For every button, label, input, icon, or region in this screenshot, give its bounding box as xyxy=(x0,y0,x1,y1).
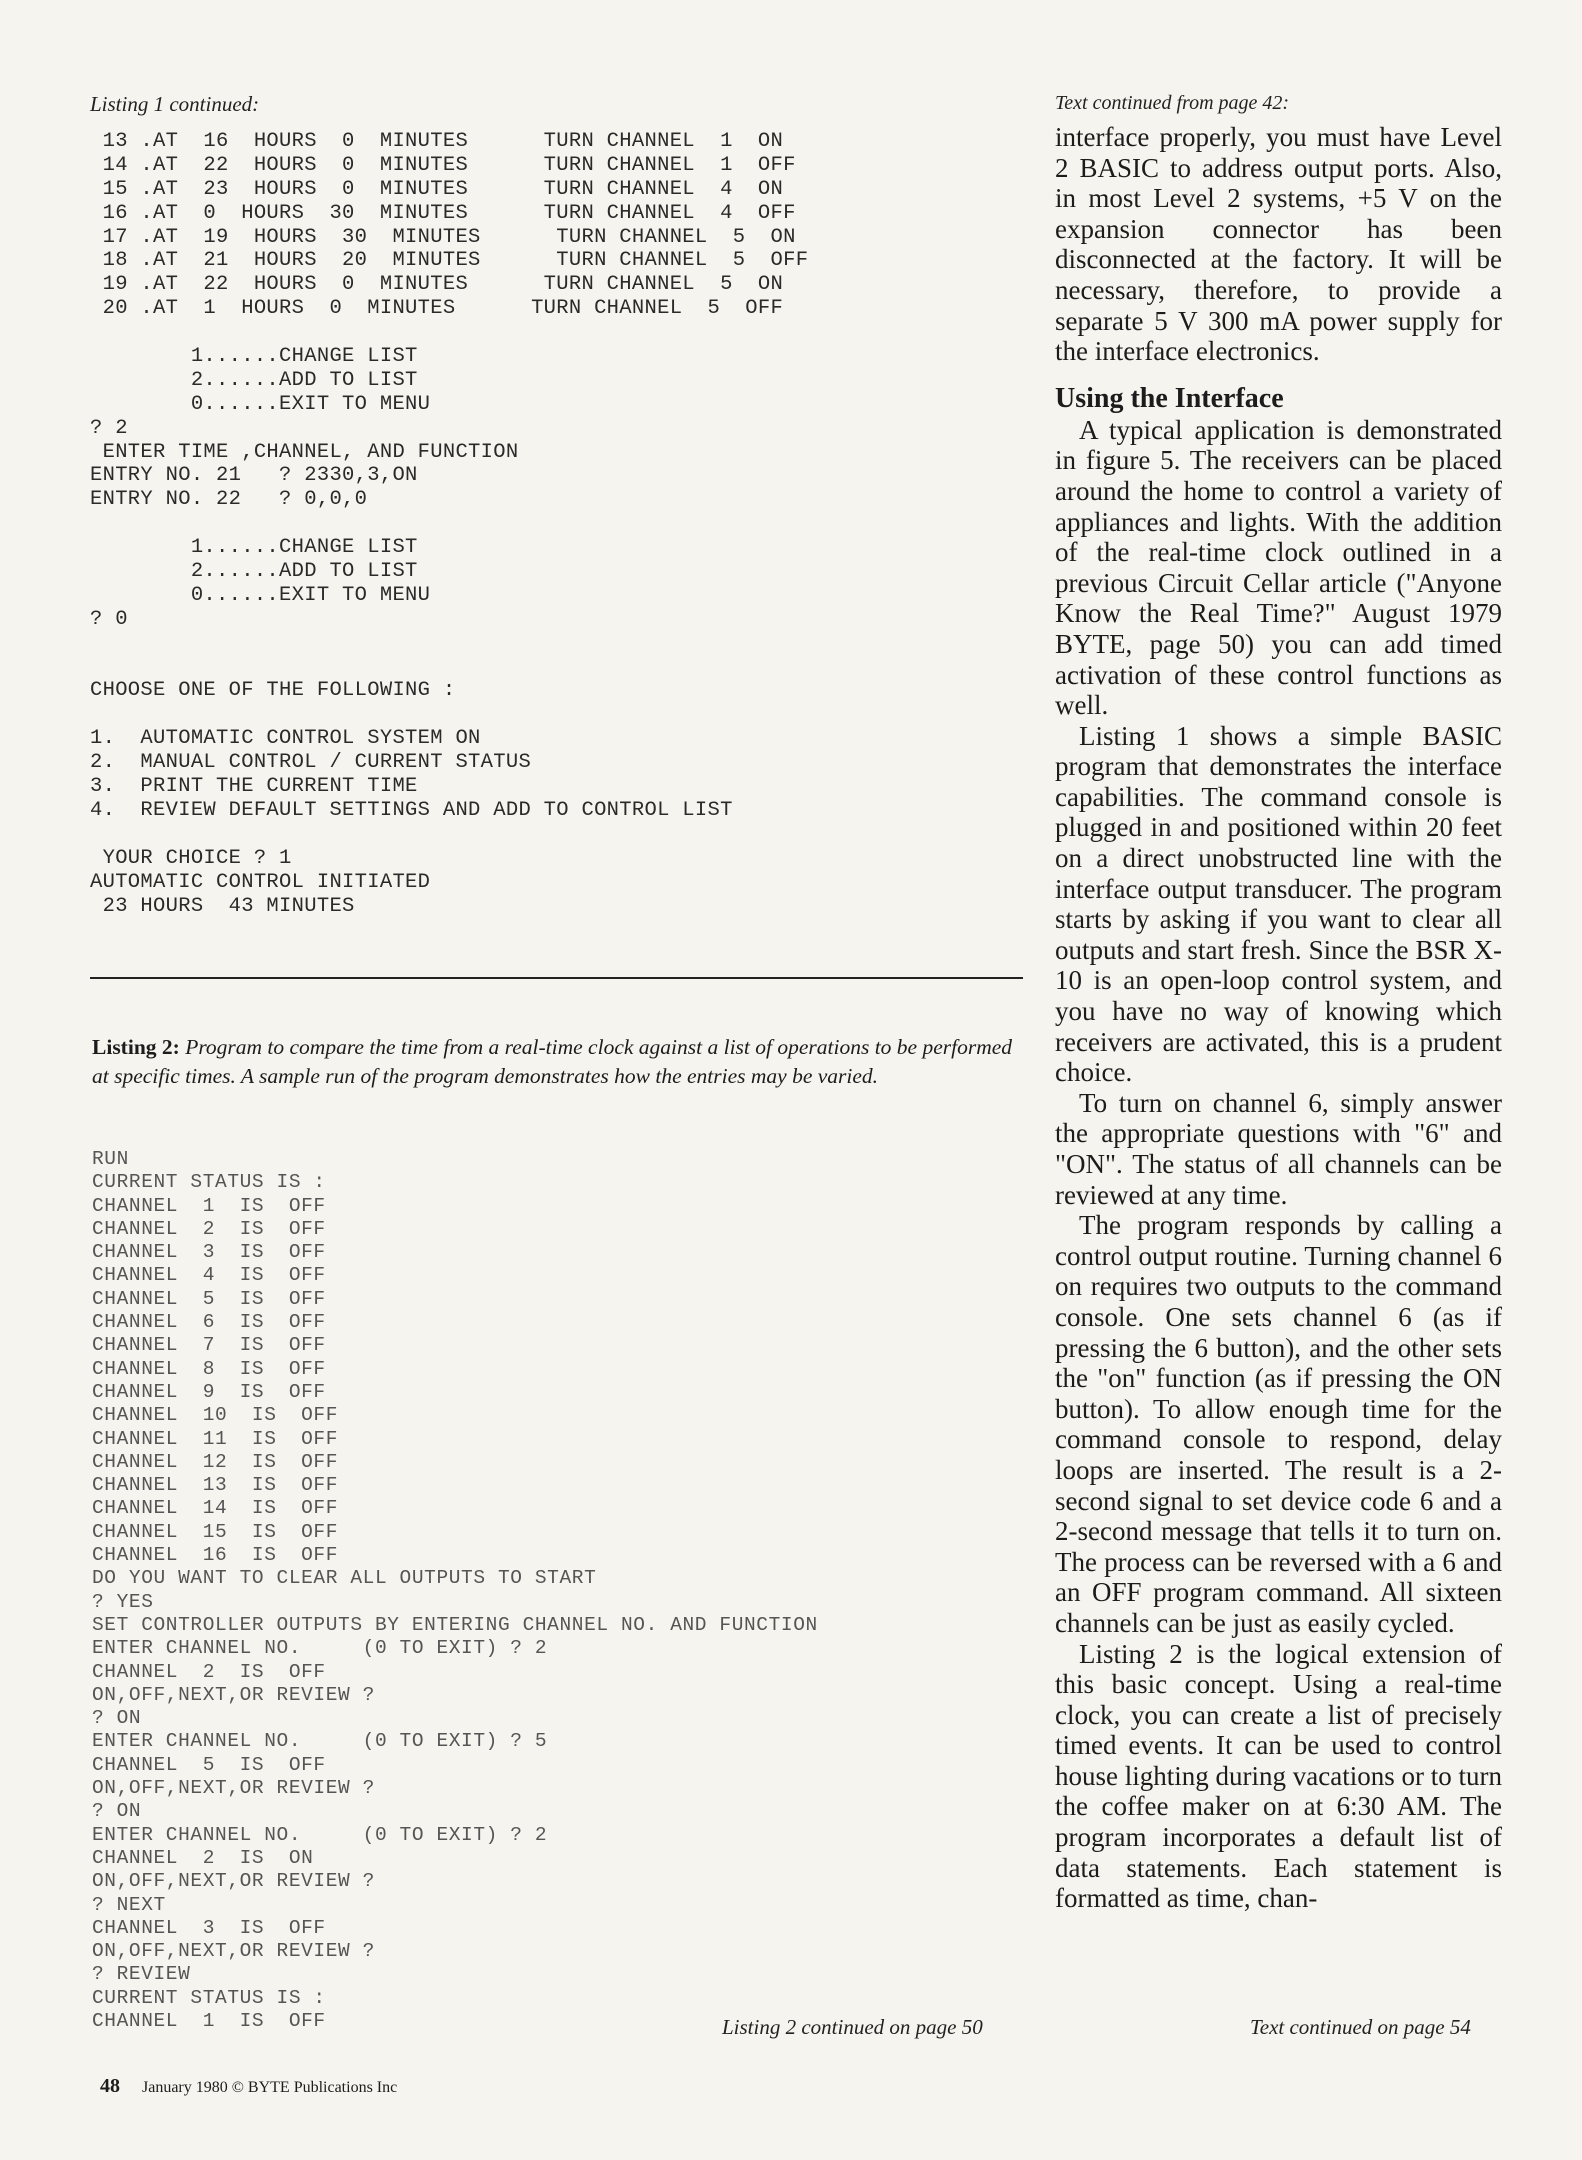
code-line: 23 HOURS 43 MINUTES xyxy=(90,894,355,918)
code-line: YOUR CHOICE ? 1 xyxy=(90,846,292,870)
paragraph: A typical application is demonstrated in figure 5. The receivers can be placed around the home to control a variety of appliances and lights. With the addition of the real-time clock outlined in a previous Circuit Cellar article ("Anyone Know the Real Time?" August 1979 BYTE, page 50) you can add timed activation of these control functions as well. xyxy=(1055,414,1502,721)
code-line: CHANNEL 16 IS OFF xyxy=(92,1544,339,1567)
code-line: CHOOSE ONE OF THE FOLLOWING : xyxy=(90,679,456,703)
code-line: ? 2 xyxy=(90,416,128,440)
code-line: ? YES xyxy=(92,1590,154,1613)
code-line: CHANNEL 4 IS OFF xyxy=(92,1264,326,1287)
listing2-caption-text: Program to compare the time from a real-time clock against a list of operations to be performed at specific times. A sample run of the program demonstrates how the entries may be varied. xyxy=(92,1035,1013,1088)
code-line: 17 .AT 19 HOURS 30 MINUTES TURN CHANNEL 5 ON xyxy=(90,225,796,249)
text-continued-from: Text continued from page 42: xyxy=(1055,92,1290,114)
code-line: 0......EXIT TO MENU xyxy=(90,583,431,607)
listing2-code xyxy=(92,1148,818,2033)
code-line: ON,OFF,NEXT,OR REVIEW ? xyxy=(92,1870,375,1893)
code-line xyxy=(90,703,1035,727)
code-line: 1......CHANGE LIST xyxy=(90,345,418,369)
section-heading: Using the Interface xyxy=(1055,382,1284,414)
paragraph: Listing 1 shows a simple BASIC program that demonstrates the interface capabilities. The command console is plugged in and positioned within 20 feet on a direct unobstructed line with the interface output transducer. The program starts by asking if you want to clear all outputs and start fresh. Since the BSR X-10 is an open-loop control system, and you have no way of knowing which receivers are activated, this is a prudent choice. xyxy=(1055,720,1502,1088)
section-divider xyxy=(90,977,1023,979)
code-line: CHANNEL 11 IS OFF xyxy=(92,1427,339,1450)
listing2-caption xyxy=(92,1033,1027,1091)
paragraph: Listing 2 is the logical extension of this basic concept. Using a real-time clock, you can create a list of precisely timed events. It can be used to control house lighting during vacations or to turn the coffee maker on at 6:30 AM. The program incorporates a default list of data statements. Each statement is formatted as time, chan- xyxy=(1055,1638,1502,1914)
listing1-caption: Listing 1 continued: xyxy=(90,92,260,116)
code-line: DO YOU WANT TO CLEAR ALL OUTPUTS TO START xyxy=(92,1567,597,1590)
page-footer xyxy=(100,2075,397,2098)
listing2-label: Listing 2: xyxy=(92,1035,180,1059)
code-line: 20 .AT 1 HOURS 0 MINUTES TURN CHANNEL 5 OFF xyxy=(90,297,784,321)
paragraph: The program responds by calling a control output routine. Turning channel 6 on requires two outputs to the command console. One sets channel 6 (as if pressing the 6 button), and the other sets the "on" function (as if pressing the ON button). To allow enough time for the command console to respond, delay loops are inserted. The result is a 2-second signal to set device code 6 and a 2-second message that tells it to turn on. The process can be reversed with a 6 and an OFF program command. All sixteen channels can be just as easily cycled. xyxy=(1055,1210,1502,1638)
code-line xyxy=(90,656,1035,680)
code-line: ENTER CHANNEL NO. (0 TO EXIT) ? 5 xyxy=(92,1730,548,1753)
code-line: 4. REVIEW DEFAULT SETTINGS AND ADD TO CONTROL LIST xyxy=(90,798,733,822)
code-line: 2......ADD TO LIST xyxy=(90,368,418,392)
code-line: CHANNEL 1 IS OFF xyxy=(92,2009,326,2032)
code-line: CHANNEL 2 IS OFF xyxy=(92,1660,326,1683)
code-line: CHANNEL 2 IS ON xyxy=(92,1846,314,1869)
code-line: ENTRY NO. 21 ? 2330,3,ON xyxy=(90,464,418,488)
left-column xyxy=(90,92,1035,918)
code-line xyxy=(90,823,1035,847)
code-line xyxy=(90,321,1035,345)
code-line: 0......EXIT TO MENU xyxy=(90,392,431,416)
code-line: CHANNEL 9 IS OFF xyxy=(92,1380,326,1403)
code-line: CHANNEL 8 IS OFF xyxy=(92,1357,326,1380)
code-line: ? NEXT xyxy=(92,1893,166,1916)
text-continued-note: Text continued on page 54 xyxy=(1250,2015,1471,2039)
code-line: CHANNEL 5 IS OFF xyxy=(92,1287,326,1310)
code-line: ON,OFF,NEXT,OR REVIEW ? xyxy=(92,1683,375,1706)
code-line: 14 .AT 22 HOURS 0 MINUTES TURN CHANNEL 1 OFF xyxy=(90,153,796,177)
code-line: AUTOMATIC CONTROL INITIATED xyxy=(90,870,431,894)
code-line: CHANNEL 3 IS OFF xyxy=(92,1241,326,1264)
code-line: CURRENT STATUS IS : xyxy=(92,1986,326,2009)
code-line: ? ON xyxy=(92,1800,142,1823)
code-line: CHANNEL 14 IS OFF xyxy=(92,1497,339,1520)
code-line: ON,OFF,NEXT,OR REVIEW ? xyxy=(92,1940,375,1963)
listing1-code xyxy=(90,130,1035,918)
code-line: 18 .AT 21 HOURS 20 MINUTES TURN CHANNEL 5 OFF xyxy=(90,249,809,273)
listing2-continued-note: Listing 2 continued on page 50 xyxy=(722,2015,983,2039)
code-line: 1. AUTOMATIC CONTROL SYSTEM ON xyxy=(90,727,481,751)
code-line xyxy=(90,632,1035,656)
code-line: CHANNEL 15 IS OFF xyxy=(92,1520,339,1543)
page-number: 48 xyxy=(100,2075,120,2097)
code-line: 19 .AT 22 HOURS 0 MINUTES TURN CHANNEL 5 ON xyxy=(90,273,784,297)
code-line: CHANNEL 2 IS OFF xyxy=(92,1217,326,1240)
code-line: CHANNEL 13 IS OFF xyxy=(92,1474,339,1497)
code-line: ENTER TIME ,CHANNEL, AND FUNCTION xyxy=(90,440,519,464)
code-line: ? ON xyxy=(92,1707,142,1730)
code-line: ? REVIEW xyxy=(92,1963,191,1986)
code-line: 2. MANUAL CONTROL / CURRENT STATUS xyxy=(90,751,532,775)
code-line: CHANNEL 1 IS OFF xyxy=(92,1194,326,1217)
code-line xyxy=(90,512,1035,536)
code-line: CHANNEL 5 IS OFF xyxy=(92,1753,326,1776)
footer-credit: January 1980 © BYTE Publications Inc xyxy=(142,2079,398,2096)
article-body xyxy=(1055,122,1502,1914)
code-line: CHANNEL 7 IS OFF xyxy=(92,1334,326,1357)
code-line: 3. PRINT THE CURRENT TIME xyxy=(90,775,418,799)
code-line: 2......ADD TO LIST xyxy=(90,560,418,584)
code-line: 13 .AT 16 HOURS 0 MINUTES TURN CHANNEL 1 ON xyxy=(90,130,784,153)
code-line: CHANNEL 6 IS OFF xyxy=(92,1311,326,1334)
right-column xyxy=(1055,92,1502,1914)
code-line: CHANNEL 3 IS OFF xyxy=(92,1916,326,1939)
paragraph: interface properly, you must have Level 2 BASIC to address output ports. Also, in most Level 2 systems, +5 V on the expansion connector has been disconnected at the factory. It will be necessary, therefore, to provide a separate 5 V 300 mA power supply for the interface electronics. xyxy=(1055,122,1502,367)
code-line: ON,OFF,NEXT,OR REVIEW ? xyxy=(92,1777,375,1800)
code-line: CHANNEL 10 IS OFF xyxy=(92,1404,339,1427)
code-line: ? 0 xyxy=(90,607,128,631)
code-line: ENTER CHANNEL NO. (0 TO EXIT) ? 2 xyxy=(92,1637,548,1660)
code-line: 15 .AT 23 HOURS 0 MINUTES TURN CHANNEL 4 ON xyxy=(90,177,784,201)
paragraph: To turn on channel 6, simply answer the appropriate questions with "6" and "ON". The status of all channels can be reviewed at any time. xyxy=(1055,1087,1502,1210)
code-line: 1......CHANGE LIST xyxy=(90,536,418,560)
code-line: 16 .AT 0 HOURS 30 MINUTES TURN CHANNEL 4 OFF xyxy=(90,201,796,225)
code-line: CURRENT STATUS IS : xyxy=(92,1171,326,1194)
code-line: CHANNEL 12 IS OFF xyxy=(92,1450,339,1473)
code-line: ENTER CHANNEL NO. (0 TO EXIT) ? 2 xyxy=(92,1823,548,1846)
code-line: SET CONTROLLER OUTPUTS BY ENTERING CHANNEL NO. AND FUNCTION xyxy=(92,1613,818,1636)
code-line: RUN xyxy=(92,1148,129,1170)
code-line: ENTRY NO. 22 ? 0,0,0 xyxy=(90,488,368,512)
